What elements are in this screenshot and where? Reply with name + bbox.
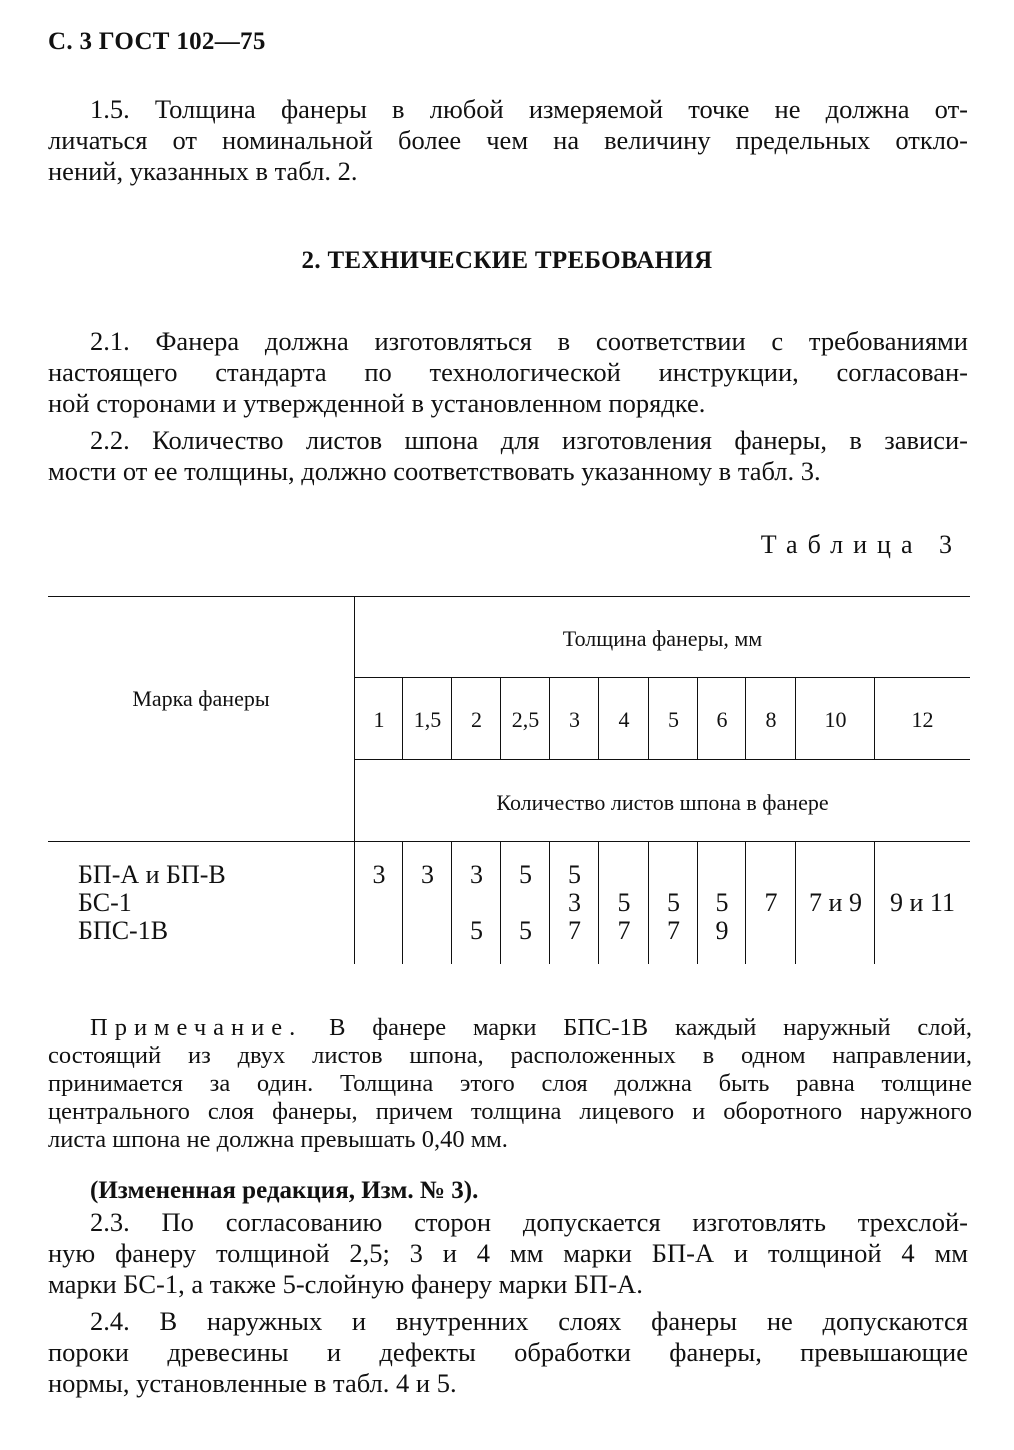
sheet-count-cell: 7 bbox=[667, 916, 680, 945]
text-line: нений, указанных в табл. 2. bbox=[48, 156, 358, 186]
table-top-rule bbox=[48, 596, 970, 597]
sheet-count-cell: 3 bbox=[470, 860, 483, 889]
note-line: принимается за один. Толщина этого слоя должна быть равна толщине bbox=[48, 1070, 972, 1097]
thickness-cell: 1 bbox=[373, 707, 385, 732]
amendment-note: (Измененная редакция, Изм. № 3). bbox=[90, 1177, 479, 1204]
mark-label: БПС-1В bbox=[78, 916, 169, 945]
sheet-count-cell: 7 bbox=[617, 916, 631, 945]
sheet-count-cell: 7 bbox=[764, 888, 778, 917]
text-line: 1.5. Толщина фанеры в любой измеряемой точке не должна от- bbox=[90, 94, 968, 124]
table-rule bbox=[355, 677, 970, 678]
note-label: Примечание. bbox=[90, 1014, 303, 1041]
thickness-cell: 4 bbox=[618, 707, 630, 732]
paragraph-1-5 bbox=[48, 94, 968, 187]
table-column-rule bbox=[500, 841, 501, 964]
text-line: мости от ее толщины, должно соответствовать указанному в табл. 3. bbox=[48, 456, 821, 486]
thickness-cell: 3 bbox=[569, 707, 580, 732]
note-text: В фанере марки БПС-1В каждый наружный слой, bbox=[329, 1014, 973, 1041]
text-line: марки БС-1, а также 5-слойную фанеру марки БП-А. bbox=[48, 1269, 643, 1299]
sheets-header: Количество листов шпона в фанере bbox=[496, 790, 829, 815]
thickness-cell: 12 bbox=[911, 707, 934, 732]
text-line: ной сторонами и утвержденной в установленном порядке. bbox=[48, 388, 706, 418]
sheet-count-cell: 7 и 9 bbox=[809, 888, 862, 917]
page-header: С. 3 ГОСТ 102—75 bbox=[48, 28, 266, 55]
sheet-count-cell: 3 bbox=[372, 860, 386, 889]
sheet-count-cell: 9 и 11 bbox=[890, 888, 955, 917]
paragraph-2-3 bbox=[48, 1207, 968, 1300]
thickness-cell: 5 bbox=[668, 707, 679, 732]
sheet-count-cell: 5 bbox=[470, 916, 483, 945]
text-line: 2.4. В наружных и внутренних слоях фанеры не допускаются bbox=[90, 1306, 968, 1336]
text-line: ную фанеру толщиной 2,5; 3 и 4 мм марки БП-А и толщиной 4 мм bbox=[48, 1238, 968, 1268]
section-title: 2. ТЕХНИЧЕСКИЕ ТРЕБОВАНИЯ bbox=[301, 247, 713, 274]
sheet-count-cell: 5 bbox=[617, 888, 631, 917]
table-column-rule bbox=[402, 841, 403, 964]
table-caption: Таблица 3 bbox=[760, 530, 962, 559]
mark-label: БП-А и БП-В bbox=[78, 860, 226, 889]
text-line: личаться от номинальной более чем на величину предельных откло- bbox=[48, 125, 968, 155]
sheet-count-cell: 5 bbox=[519, 916, 532, 945]
sheet-count-cell: 9 bbox=[715, 916, 729, 945]
text-line: 2.3. По согласованию сторон допускается изготовлять трехслой- bbox=[90, 1207, 968, 1237]
sheet-count-cell: 7 bbox=[568, 916, 581, 945]
col-mark-header: Марка фанеры bbox=[132, 686, 270, 711]
text-line: 2.1. Фанера должна изготовляться в соответствии с требованиями bbox=[90, 326, 968, 356]
table-column-rule bbox=[451, 841, 452, 964]
text-line: пороки древесины и дефекты обработки фанеры, превышающие bbox=[48, 1337, 968, 1367]
thickness-cell: 10 bbox=[824, 707, 847, 732]
text-line: 2.2. Количество листов шпона для изготовления фанеры, в зависи- bbox=[90, 425, 968, 455]
thickness-header: Толщина фанеры, мм bbox=[562, 626, 763, 651]
sheet-count-cell: 3 bbox=[421, 860, 434, 889]
sheet-count-cell: 3 bbox=[568, 888, 581, 917]
table-note bbox=[48, 1014, 972, 1154]
note-line bbox=[48, 1014, 972, 1042]
text-line: нормы, установленные в табл. 4 и 5. bbox=[48, 1368, 457, 1398]
thickness-cell: 1,5 bbox=[413, 707, 442, 732]
thickness-cell: 2 bbox=[471, 707, 482, 732]
thickness-cell: 6 bbox=[716, 707, 728, 732]
note-line: листа шпона не должна превышать 0,40 мм. bbox=[48, 1126, 508, 1153]
table-header-rule bbox=[48, 841, 970, 842]
text-line: настоящего стандарта по технологической инструкции, согласован- bbox=[48, 357, 968, 387]
paragraph-2-2 bbox=[48, 425, 968, 487]
mark-label: БС-1 bbox=[78, 888, 132, 917]
sheet-count-cell: 5 bbox=[667, 888, 680, 917]
note-line: центрального слоя фанеры, причем толщина лицевого и оборотного наружного bbox=[48, 1098, 972, 1125]
paragraph-2-1 bbox=[48, 326, 968, 419]
table-rule bbox=[355, 759, 970, 760]
table-3 bbox=[48, 596, 970, 964]
sheet-count-cell: 5 bbox=[715, 888, 729, 917]
sheet-count-cell: 5 bbox=[519, 860, 532, 889]
thickness-cell: 2,5 bbox=[511, 707, 540, 732]
note-line: состоящий из двух листов шпона, расположенных в одном направлении, bbox=[48, 1042, 972, 1069]
thickness-cell: 8 bbox=[765, 707, 777, 732]
sheet-count-cell: 5 bbox=[568, 860, 581, 889]
paragraph-2-4 bbox=[48, 1306, 968, 1399]
